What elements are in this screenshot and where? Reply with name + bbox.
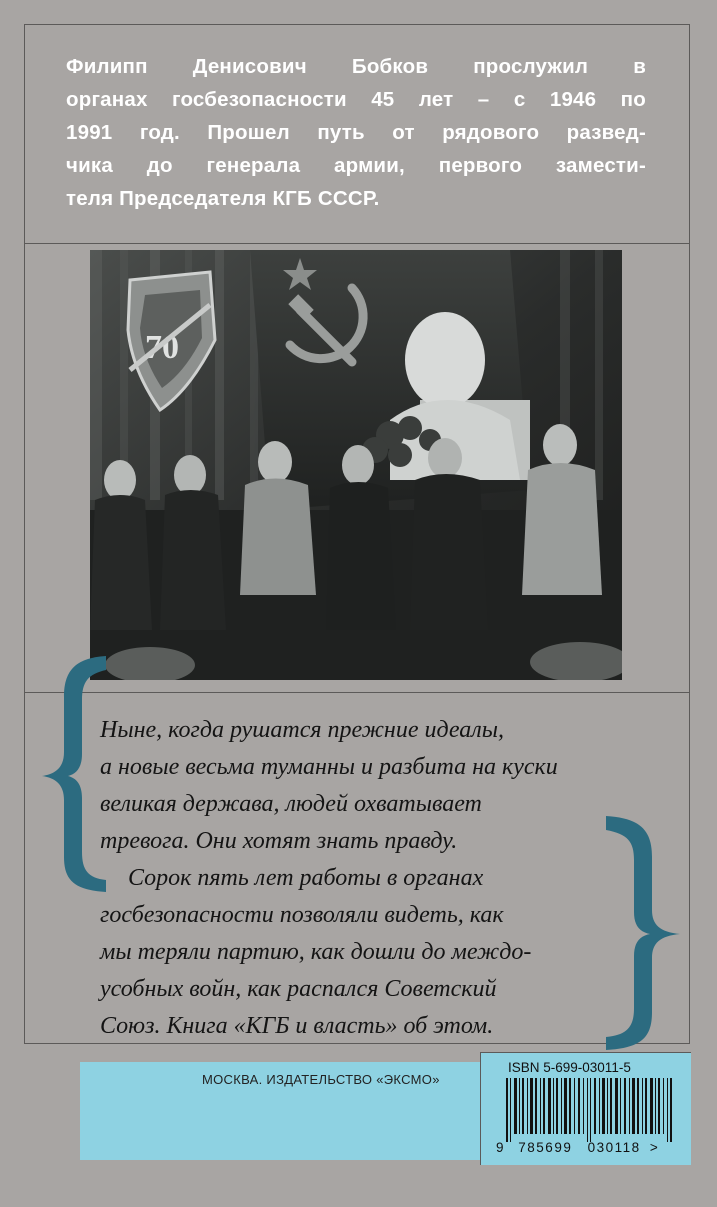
historical-photo bbox=[90, 250, 622, 680]
isbn-number: ISBN 5-699-03011-5 bbox=[508, 1060, 631, 1075]
author-bio-line: теля Председателя КГБ СССР. bbox=[66, 187, 380, 210]
barcode-lead-digit: 9 bbox=[496, 1140, 506, 1155]
publisher-name: МОСКВА. ИЗДАТЕЛЬСТВО «ЭКСМО» bbox=[202, 1072, 440, 1087]
barcode-icon bbox=[500, 1078, 678, 1142]
divider-middle bbox=[24, 692, 690, 693]
quote-line: Сорок пять лет работы в органах bbox=[128, 865, 484, 891]
photo-illustration bbox=[90, 250, 622, 680]
book-quote bbox=[100, 712, 620, 1045]
author-bio bbox=[66, 50, 646, 215]
barcode-left-group: 785699 bbox=[518, 1140, 573, 1155]
barcode-right-group: 030118 bbox=[587, 1140, 641, 1155]
publisher-band bbox=[80, 1062, 480, 1160]
author-bio-line: Филипп Денисович Бобков прослужил в bbox=[66, 55, 646, 78]
divider-top bbox=[24, 243, 690, 244]
quote-line: тревога. Они хотят знать правду. bbox=[100, 828, 458, 854]
quote-line: Союз. Книга «КГБ и власть» об этом. bbox=[100, 1013, 494, 1039]
quote-line: мы теряли партию, как дошли до междо- bbox=[100, 939, 532, 965]
emblem-number: 70 bbox=[145, 329, 179, 366]
quote-line: Ныне, когда рушатся прежние идеалы, bbox=[100, 717, 504, 743]
barcode-digits bbox=[496, 1140, 659, 1155]
barcode-arrow: > bbox=[649, 1140, 660, 1155]
quote-line: усобных войн, как распался Советский bbox=[100, 976, 497, 1002]
quote-line: великая держава, людей охватывает bbox=[100, 791, 482, 817]
author-bio-line: 1991 год. Прошел путь от рядового развед- bbox=[66, 121, 646, 144]
author-bio-line: органах госбезопасности 45 лет – с 1946 по bbox=[66, 88, 646, 111]
quote-line: госбезопасности позволяли видеть, как bbox=[100, 902, 504, 928]
author-bio-line: чика до генерала армии, первого замести- bbox=[66, 154, 646, 177]
quote-line: а новые весьма туманны и разбита на куски bbox=[100, 754, 558, 780]
